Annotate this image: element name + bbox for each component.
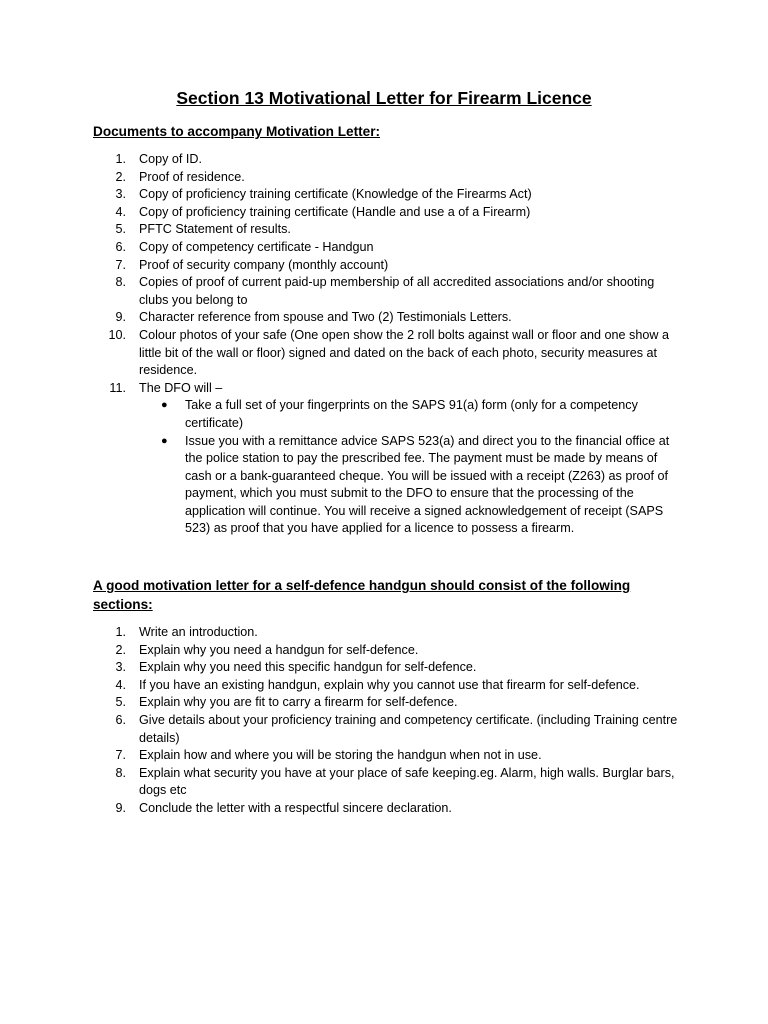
list-item-text: Proof of residence.	[139, 169, 245, 184]
document-title: Section 13 Motivational Letter for Firearm Licence	[176, 88, 592, 108]
list-item-text: Copy of ID.	[139, 152, 202, 166]
list-item-text: The DFO will –	[139, 380, 223, 395]
list-item-number: 8.	[115, 275, 126, 290]
bullet-text: Take a full set of your fingerprints on the SAPS 91(a) form (only for a competency certificate)	[185, 398, 638, 430]
list-item-number: 10.	[108, 327, 126, 342]
letter-sections-list	[93, 624, 678, 818]
list-item-number: 4.	[115, 677, 126, 692]
bullet-icon: ●	[161, 399, 168, 412]
list-item	[93, 221, 678, 239]
list-item	[93, 747, 678, 765]
list-item-number: 9.	[115, 310, 126, 325]
list-item-number: 8.	[115, 765, 126, 780]
list-item	[93, 624, 678, 642]
list-item-text: Explain why you are fit to carry a firearm for self-defence.	[139, 695, 458, 710]
list-item	[93, 186, 678, 204]
list-item	[93, 765, 678, 800]
dfo-bullet-list	[139, 397, 678, 538]
list-item	[93, 151, 678, 169]
list-item-text: Copies of proof of current paid-up membership of all accredited associations and/or shooting clubs you belong to	[139, 275, 655, 307]
documents-list	[93, 151, 678, 538]
section1-heading: Documents to accompany Motivation Letter:	[93, 124, 381, 139]
list-item-number: 3.	[115, 660, 126, 675]
list-item-text: Colour photos of your safe (One open show the 2 roll bolts against wall or floor and one show a little bit of the wall or floor) signed and dated on the back of each photo, security measures at residence.	[139, 327, 669, 378]
list-item-text: Give details about your proficiency training and competency certificate. (including Training centre details)	[139, 712, 678, 745]
list-item-number: 2.	[115, 642, 126, 657]
bullet-item	[139, 433, 678, 539]
list-item	[93, 169, 678, 187]
list-item-number: 4.	[115, 204, 126, 219]
list-item-number: 5.	[115, 695, 126, 710]
bullet-icon: ●	[161, 434, 168, 447]
list-item	[93, 659, 678, 677]
list-item	[93, 239, 678, 257]
list-item-text: If you have an existing handgun, explain why you cannot use that firearm for self-defence.	[139, 677, 640, 692]
list-item-text: Explain why you need this specific handgun for self-defence.	[139, 660, 477, 675]
list-item-number: 6.	[115, 239, 126, 254]
list-item-number: 11.	[109, 380, 126, 395]
list-item-number: 6.	[115, 712, 126, 727]
list-item-text: Conclude the letter with a respectful sincere declaration.	[139, 800, 452, 815]
list-item	[93, 309, 678, 327]
list-item	[93, 274, 678, 309]
list-item	[93, 694, 678, 712]
list-item-text: Copy of competency certificate - Handgun	[139, 239, 374, 254]
list-item	[93, 642, 678, 660]
list-item-text: Character reference from spouse and Two (2) Testimonials Letters.	[139, 310, 512, 325]
list-item-number: 2.	[115, 169, 126, 184]
list-item-text: Explain how and where you will be storing the handgun when not in use.	[139, 748, 542, 763]
list-item-text: Copy of proficiency training certificate (Handle and use a of a Firearm)	[139, 204, 531, 219]
list-item-number: 5.	[115, 222, 126, 237]
list-item	[93, 712, 678, 747]
list-item-text: Explain what security you have at your place of safe keeping.eg. Alarm, high walls. Burglar bars, dogs etc	[139, 765, 675, 798]
list-item-text: Write an introduction.	[139, 625, 258, 639]
section2-heading: A good motivation letter for a self-defence handgun should consist of the following sections:	[93, 578, 631, 612]
list-item-number: 1.	[115, 625, 126, 639]
list-item-number: 1.	[115, 152, 126, 166]
list-item	[93, 257, 678, 275]
list-item-number: 7.	[115, 748, 126, 763]
list-item-text: PFTC Statement of results.	[139, 222, 291, 237]
list-item	[93, 800, 678, 818]
bullet-item	[139, 397, 678, 432]
list-item-text: Copy of proficiency training certificate (Knowledge of the Firearms Act)	[139, 187, 532, 202]
list-item-number: 3.	[115, 187, 126, 202]
list-item	[93, 204, 678, 222]
list-item-text: Proof of security company (monthly account)	[139, 257, 389, 272]
list-item	[93, 380, 678, 538]
list-item-number: 9.	[115, 800, 126, 815]
list-item-number: 7.	[115, 257, 126, 272]
list-item	[93, 677, 678, 695]
list-item-text: Explain why you need a handgun for self-defence.	[139, 642, 419, 657]
list-item	[93, 327, 678, 380]
bullet-text: Issue you with a remittance advice SAPS 523(a) and direct you to the financial office at the police station to pay the prescribed fee. The payment must be made by means of cash or a bank-guaranteed cheque. You will be issued with a receipt (Z263) as proof of payment, which you must submit to the DFO to ensure that the processing of the application will continue. You will receive a signed acknowledgement of receipt (SAPS 523) as proof that you have applied for a licence to possess a firearm.	[185, 433, 670, 536]
